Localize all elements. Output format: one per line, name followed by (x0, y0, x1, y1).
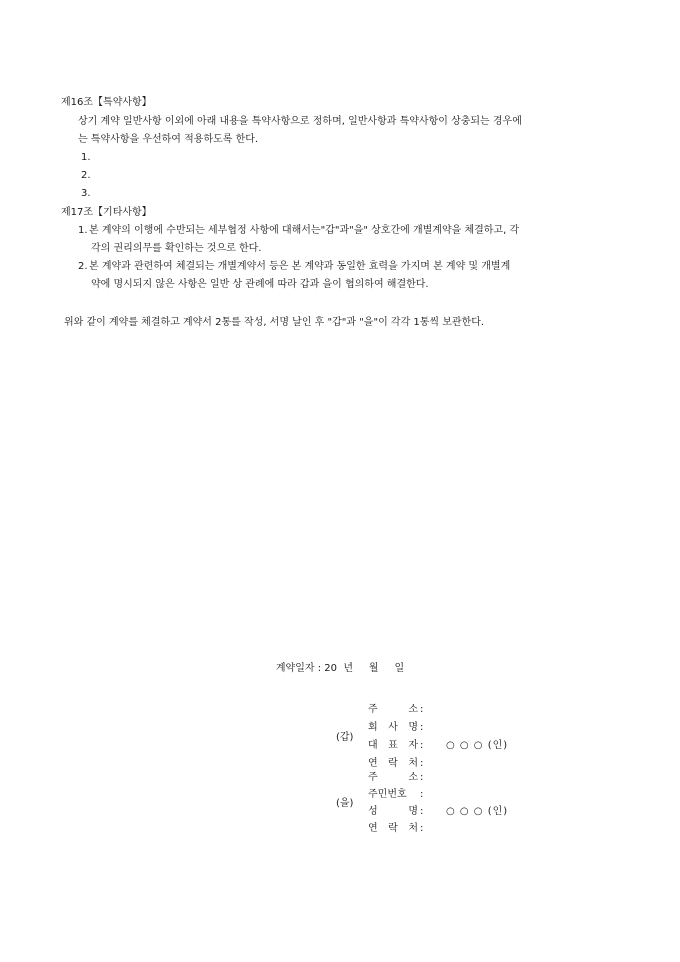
article17-item2-line2: 약에 명시되지 않은 사항은 일반 상 관례에 따라 갑과 을이 협의하여 해결한다. (91, 279, 429, 290)
party-a-label: (갑) (336, 732, 354, 743)
closing-statement: 위와 같이 계약를 체결하고 계약서 2통를 작성, 서명 날인 후 "갑"과 "을"이 각각 1통씩 보관한다. (64, 317, 485, 328)
article17-item2-line1: 본 계약과 관련하여 체결되는 개별계약서 등은 본 계약과 동일한 효력을 가지며 본 계약 및 개별계 (89, 261, 511, 272)
party-b-contact-label: 연 락 처 : (368, 823, 424, 834)
party-b-signature: ○ ○ ○ (인) (446, 806, 509, 817)
party-b-label: (을) (336, 798, 354, 809)
article17-item1-line1: 본 계약의 이행에 수반되는 세부협정 사항에 대해서는"갑"과"을" 상호간에 개별계약을 체결하고, 각 (89, 225, 520, 236)
article16-item-1: 1. (81, 152, 91, 163)
party-b-address-label: 주 소 : (368, 772, 424, 783)
article17-item2-number: 2. (78, 261, 88, 272)
party-a-company-label: 회 사 명 : (368, 722, 424, 733)
article16-title: 제16조【특약사항】 (61, 97, 152, 108)
contract-date (0, 662, 680, 676)
party-a-address-label: 주 소 : (368, 704, 424, 715)
article17-title: 제17조【기타사항】 (61, 207, 152, 218)
party-a-signature: ○ ○ ○ (인) (446, 740, 509, 751)
article16-body-line2: 는 특약사항을 우선하여 적용하도록 한다. (78, 134, 259, 145)
contract-date-label: 계약일자 : 20 년 월 일 (275, 663, 405, 674)
party-a-contact-label: 연 락 처 : (368, 758, 424, 769)
article17-item1-number: 1. (78, 225, 88, 236)
article16-item-3: 3. (81, 188, 91, 199)
party-b-name-label: 성 명 : (368, 806, 424, 817)
article16-item-2: 2. (81, 170, 91, 181)
article16-body-line1: 상기 계약 일반사항 이외에 아래 내용을 특약사항으로 정하며, 일반사항과 특약사항이 상충되는 경우에 (78, 116, 522, 127)
party-b-id-number-label: 주민번호 : (368, 789, 424, 800)
party-a-representative-label: 대 표 자 : (368, 740, 424, 751)
article17-item1-line2: 각의 권리의무를 확인하는 것으로 한다. (91, 243, 262, 254)
